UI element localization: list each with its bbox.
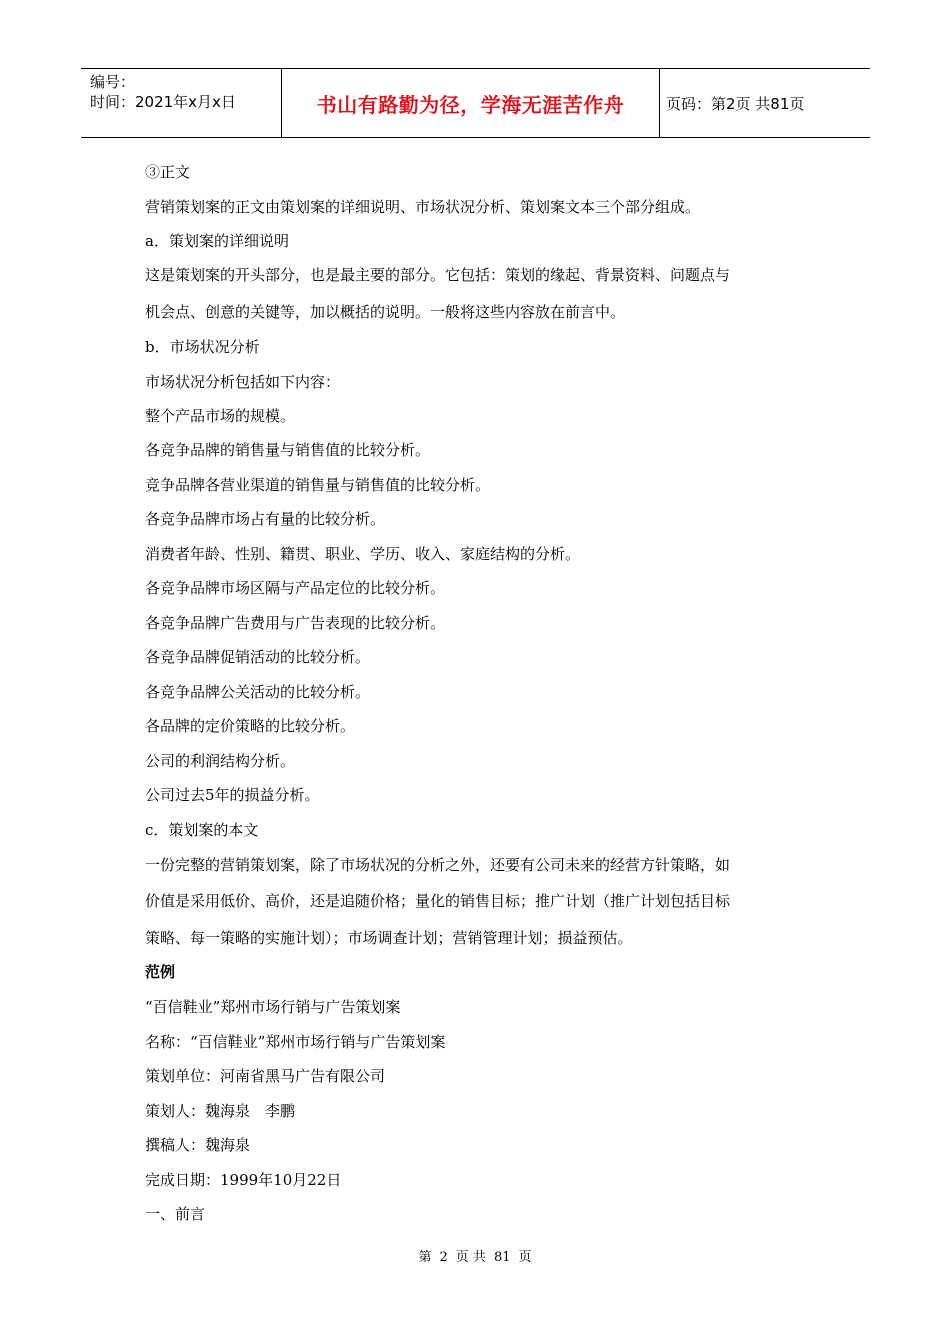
- list-item: 公司的利润结构分析。: [145, 752, 296, 770]
- list-item: 各竞争品牌市场区隔与产品定位的比较分析。: [145, 579, 446, 597]
- paragraph-line: 机会点、创意的关键等，加以概括的说明。一般将这些内容放在前言中。: [145, 303, 626, 321]
- list-item: 各竞争品牌广告费用与广告表现的比较分析。: [145, 614, 446, 632]
- paragraph-line: 营销策划案的正文由策划案的详细说明、市场状况分析、策划案文本三个部分组成。: [145, 198, 701, 216]
- section-heading: ③正文: [145, 163, 191, 181]
- footer-prefix: 第: [418, 1250, 432, 1265]
- paragraph-line: 价值是采用低价、高价，还是追随价格；量化的销售目标；推广计划（推广计划包括目标: [145, 892, 731, 910]
- header-page-cell: [660, 69, 870, 137]
- example-name: 名称：“百信鞋业”郑州市场行销与广告策划案: [145, 1033, 446, 1051]
- time-label: 时间：2021年x月x日: [90, 93, 236, 111]
- list-item: 各品牌的定价策略的比较分析。: [145, 717, 356, 735]
- list-item: 公司过去5年的损益分析。: [145, 786, 320, 804]
- paragraph-line: 市场状况分析包括如下内容：: [145, 373, 341, 391]
- footer-page-number: 2: [439, 1250, 448, 1265]
- subsection-heading: a．策划案的详细说明: [145, 232, 289, 250]
- page-code: 页码：第2页 共81页: [666, 94, 805, 113]
- chapter-heading: 一、前言: [145, 1205, 206, 1223]
- footer-middle: 页 共: [455, 1250, 486, 1265]
- example-heading: 范例: [145, 963, 176, 981]
- footer-suffix: 页: [518, 1250, 532, 1265]
- page-footer: [0, 1246, 950, 1265]
- motto-text: 书山有路勤为径，学海无涯苦作舟: [316, 92, 625, 117]
- header-info-cell: [81, 69, 281, 137]
- list-item: 各竞争品牌公关活动的比较分析。: [145, 683, 371, 701]
- example-title: “百信鞋业”郑州市场行销与广告策划案: [145, 998, 401, 1016]
- list-item: 各竞争品牌市场占有量的比较分析。: [145, 510, 386, 528]
- subsection-heading: b．市场状况分析: [145, 338, 260, 356]
- example-unit: 策划单位：河南省黑马广告有限公司: [145, 1067, 386, 1085]
- list-item: 竞争品牌各营业渠道的销售量与销售值的比较分析。: [145, 476, 491, 494]
- serial-label: 编号：: [90, 73, 136, 91]
- list-item: 各竞争品牌的销售量与销售值的比较分析。: [145, 441, 431, 459]
- example-planner: 策划人：魏海泉 李鹏: [145, 1102, 296, 1120]
- list-item: 消费者年龄、性别、籍贯、职业、学历、收入、家庭结构的分析。: [145, 545, 581, 563]
- example-date: 完成日期：1999年10月22日: [145, 1171, 342, 1189]
- list-item: 各竞争品牌促销活动的比较分析。: [145, 648, 371, 666]
- page-header: [81, 68, 870, 138]
- footer-total-pages: 81: [493, 1250, 511, 1265]
- example-writer: 撰稿人：魏海泉: [145, 1136, 251, 1154]
- header-motto-cell: [281, 69, 660, 137]
- paragraph-line: 策略、每一策略的实施计划）；市场调查计划；营销管理计划；损益预估。: [145, 929, 633, 947]
- list-item: 整个产品市场的规模。: [145, 407, 296, 425]
- paragraph-line: 一份完整的营销策划案，除了市场状况的分析之外，还要有公司未来的经营方针策略，如: [145, 856, 731, 874]
- subsection-heading: c．策划案的本文: [145, 821, 259, 839]
- paragraph-line: 这是策划案的开头部分，也是最主要的部分。它包括：策划的缘起、背景资料、问题点与: [145, 266, 731, 284]
